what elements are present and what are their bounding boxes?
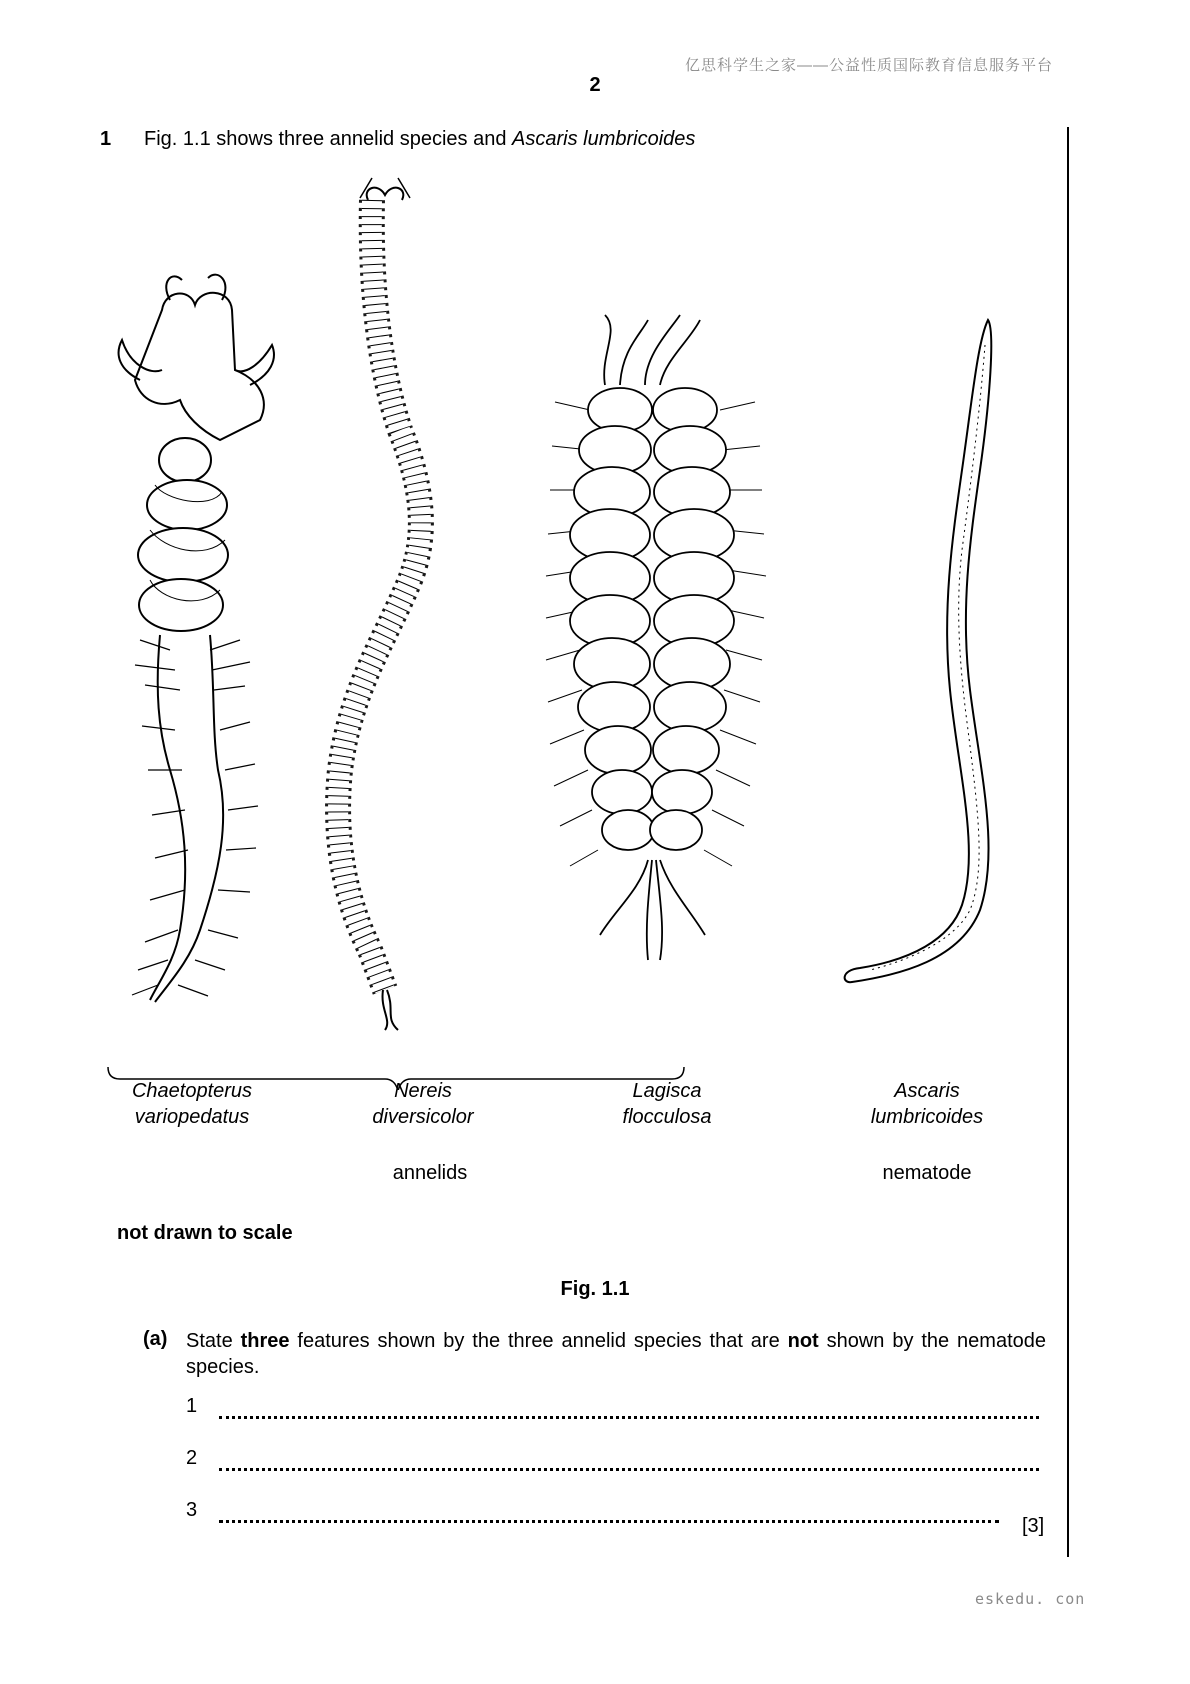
species-label-line1: Lagisca bbox=[632, 1080, 702, 1102]
species-label-line2: flocculosa bbox=[622, 1106, 712, 1128]
margin-rule bbox=[1067, 127, 1069, 1557]
species-label-line1: Ascaris bbox=[894, 1080, 960, 1102]
answer-line-3[interactable] bbox=[219, 1520, 999, 1523]
lagisca-scales bbox=[570, 388, 734, 850]
question-stem-text: Fig. 1.1 shows three annelid species and bbox=[144, 128, 512, 150]
figure-1-1 bbox=[100, 170, 1060, 1090]
part-a-text-2: features shown by the three annelid species that are bbox=[289, 1330, 788, 1352]
species-label-line2: variopedatus bbox=[134, 1106, 250, 1128]
answer-number-1: 1 bbox=[186, 1395, 198, 1417]
answer-line-2[interactable] bbox=[219, 1468, 1039, 1471]
species-label-chaetopterus bbox=[102, 1078, 282, 1130]
species-label-nereis bbox=[333, 1078, 513, 1130]
nereis-drawing bbox=[338, 178, 421, 1030]
species-label-line1: Chaetopterus bbox=[131, 1080, 253, 1102]
scale-note: not drawn to scale bbox=[117, 1222, 293, 1244]
species-label-line2: lumbricoides bbox=[870, 1106, 984, 1128]
marks-label: [3] bbox=[1022, 1515, 1045, 1537]
question-stem bbox=[144, 128, 695, 151]
part-a-question bbox=[186, 1328, 1046, 1380]
group-label-nematode: nematode bbox=[882, 1162, 972, 1184]
answer-number-2: 2 bbox=[186, 1447, 198, 1469]
page-number: 2 bbox=[589, 74, 601, 96]
species-label-ascaris bbox=[837, 1078, 1017, 1130]
answer-number-3: 3 bbox=[186, 1499, 198, 1521]
answer-line-1[interactable] bbox=[219, 1416, 1039, 1419]
part-a-text-3: shown by the nematode species. bbox=[186, 1330, 1046, 1378]
part-a-bold-three: three bbox=[240, 1330, 290, 1352]
figure-caption: Fig. 1.1 bbox=[560, 1278, 630, 1300]
watermark-header: 亿思科学生之家——公益性质国际教育信息服务平台 bbox=[685, 57, 1054, 74]
group-label-annelids: annelids bbox=[392, 1162, 468, 1184]
lagisca-drawing bbox=[546, 315, 766, 960]
footer-watermark: eskedu. con bbox=[975, 1590, 1086, 1608]
part-a-label: (a) bbox=[143, 1328, 168, 1350]
species-label-line2: diversicolor bbox=[372, 1106, 474, 1128]
part-a-text-1: State bbox=[186, 1330, 241, 1352]
ascaris-drawing bbox=[845, 320, 992, 982]
species-label-lagisca bbox=[577, 1078, 757, 1130]
species-label-line1: Nereis bbox=[394, 1080, 452, 1102]
question-number: 1 bbox=[100, 128, 112, 150]
part-a-bold-not: not bbox=[787, 1330, 819, 1352]
chaetopterus-drawing bbox=[119, 275, 274, 1002]
question-stem-species: Ascaris lumbricoides bbox=[512, 128, 696, 150]
